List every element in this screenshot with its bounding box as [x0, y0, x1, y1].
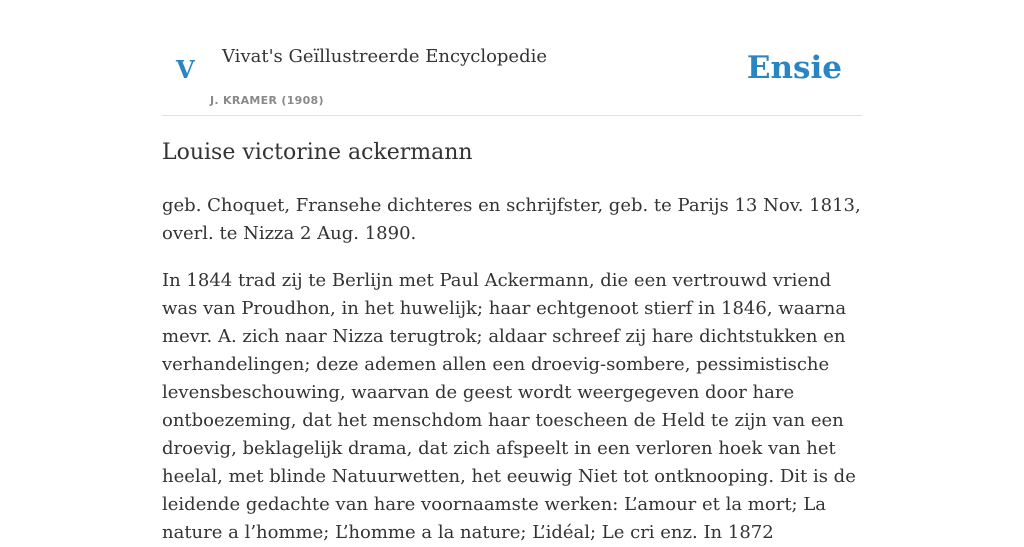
- book-logo[interactable]: V: [176, 55, 195, 84]
- entry-title: Louise victorine ackermann: [162, 140, 473, 165]
- page-container: [162, 0, 862, 543]
- book-author: J. KRAMER (1908): [210, 94, 324, 107]
- page-header: [162, 0, 862, 116]
- entry-paragraph: geb. Choquet, Fransehe dichteres en schrijfster, geb. te Parijs 13 Nov. 1813, overl. te Nizza 2 Aug. 1890.: [162, 195, 861, 244]
- entry-paragraph: In 1844 trad zij te Berlijn met Paul Ackermann, die een vertrouwd vriend was van Proudhon, in het huwelijk; haar echtgenoot stierf in 1846, waarna mevr. A. zich naar Nizza terugtrok; aldaar schreef zij hare dichtstukken en verhandelingen; deze ademen allen een droevig-sombere, pessimistische levensbeschouwing, waarvan de geest wordt weergegeven door hare ontboezeming, dat het menschdom haar toescheen de Held te zijn van een droevig, beklagelijk drama, dat zich afspeelt in een verloren hoek van het heelal, met blinde Natuurwetten, het eeuwig Niet tot ontknooping. Dit is de leidende gedachte van hare voornaamste werken: L’amour et la mort; La nature a l’homme; L’homme a la nature; L’idéal; Le cri enz. In 1872: [162, 270, 856, 543]
- brand-logo[interactable]: Ensie: [746, 50, 842, 86]
- book-title[interactable]: Vivat's Geïllustreerde Encyclopedie: [222, 46, 548, 67]
